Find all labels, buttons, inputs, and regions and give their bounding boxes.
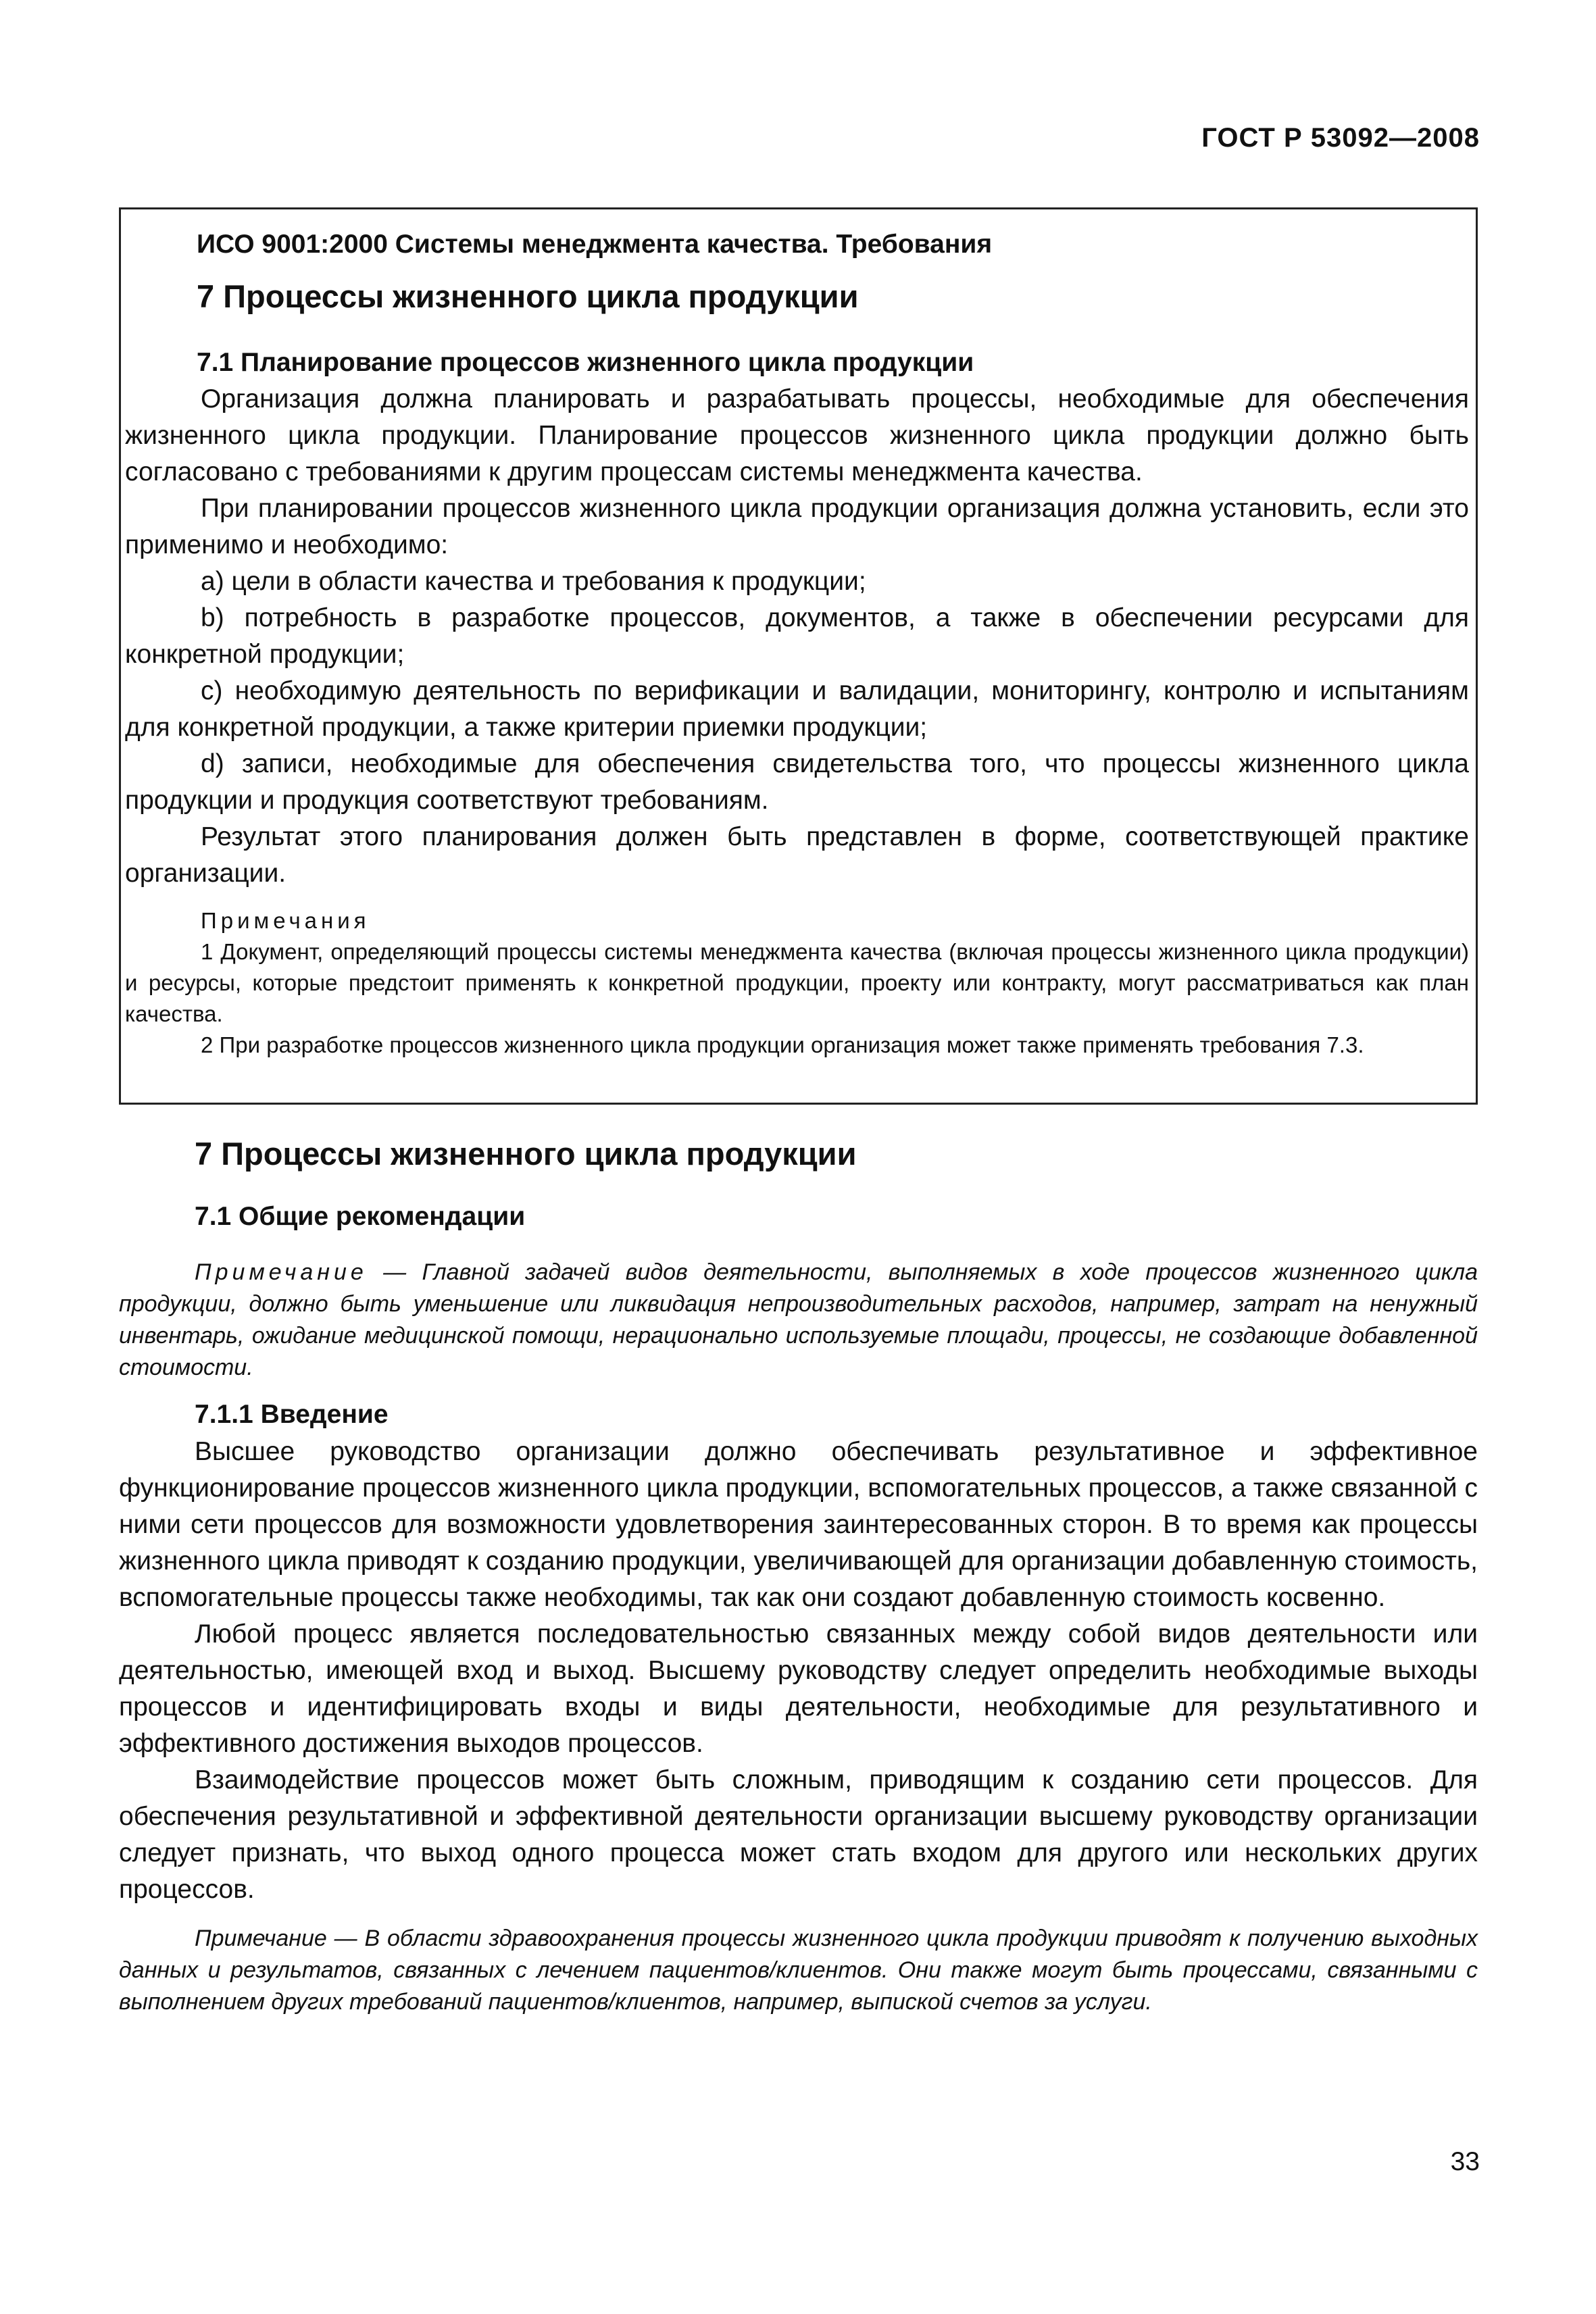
note-label: Примечание <box>195 1259 368 1285</box>
main-paragraph: Высшее руководство организации должно обеспечивать результативное и эффективное функционирование процессов жизненного цикла продукции, вспомогательных процессов, а также связанной с ними сети процессов для возможности удовлетворения заинтересованных сторон. В то время как процессы жизненного цикла приводят к созданию продукции, увеличивающей для организации добавленную стоимость, вспомогательные процессы также необходимы, так как они создают добавленную стоимость косвенно. <box>119 1437 1478 1612</box>
iso-subsection-heading: 7.1 Планирование процессов жизненного цикла продукции <box>197 348 974 377</box>
document-code: ГОСТ Р 53092—2008 <box>1201 123 1480 153</box>
iso-paragraph: Организация должна планировать и разрабатывать процессы, необходимые для обеспечения жизненного цикла продукции. Планирование процессов жизненного цикла продукции должно быть согласовано с требованиями к другим процессам системы менеджмента качества. <box>125 384 1469 486</box>
main-paragraph: Любой процесс является последовательностью связанных между собой видов деятельности или деятельностью, имеющей вход и выход. Высшему руководству следует определить необходимые выходы процессов и идентифицировать входы и виды деятельности, необходимые для результативного и эффективного достижения выходов процессов. <box>119 1619 1478 1758</box>
main-paragraph: Взаимодействие процессов может быть сложным, приводящим к созданию сети процессов. Для обеспечения результативной и эффективной деятельности организации высшему руководству организации следует признать, что выход одного процесса может стать входом для другого или нескольких других процессов. <box>119 1765 1478 1904</box>
iso-note-1: 1 Документ, определяющий процессы системы менеджмента качества (включая процессы жизненного цикла продукции) и ресурсы, которые предстоит применять к конкретной продукции, проекту или контракту, могут рассматриваться как план качества. <box>125 939 1469 1026</box>
note-text: — Главной задачей видов деятельности, выполняемых в ходе процессов жизненного цикла продукции, должно быть уменьшение или ликвидация непроизводительных расходов, например, затрат на ненужный инвентарь, ожидание медицинской помощи, нерационально используемые площади, процессы, не создающие добавленной стоимости. <box>119 1259 1478 1380</box>
main-subsection-heading: 7.1 Общие рекомендации <box>195 1202 526 1231</box>
iso-note-2: 2 При разработке процессов жизненного цикла продукции организация может также применять требования 7.3. <box>201 1032 1364 1057</box>
main-subsubsection-heading: 7.1.1 Введение <box>195 1400 389 1429</box>
iso-notes-heading: Примечания <box>201 908 370 933</box>
iso-quote-box <box>119 207 1478 1105</box>
iso-standard-title: ИСО 9001:2000 Системы менеджмента качества. Требования <box>197 230 993 259</box>
main-note-1 <box>119 1257 1478 1384</box>
iso-section-heading: 7 Процессы жизненного цикла продукции <box>197 278 859 314</box>
iso-list-item-b: b) потребность в разработке процессов, документов, а также в обеспечении ресурсами для конкретной продукции; <box>125 603 1469 669</box>
iso-list-item-d: d) записи, необходимые для обеспечения свидетельства того, что процессы жизненного цикла продукции и продукция соответствуют требованиям. <box>125 749 1469 815</box>
main-content <box>119 1122 1478 2018</box>
iso-paragraph: Результат этого планирования должен быть представлен в форме, соответствующей практике организации. <box>125 822 1469 888</box>
iso-paragraph: При планировании процессов жизненного цикла продукции организация должна установить, если это применимо и необходимо: <box>125 494 1469 559</box>
iso-list-item-c: c) необходимую деятельность по верификации и валидации, мониторингу, контролю и испытаниям для конкретной продукции, а также критерии приемки продукции; <box>125 676 1469 742</box>
main-note-2: Примечание — В области здравоохранения процессы жизненного цикла продукции приводят к получению выходных данных и результатов, связанных с лечением пациентов/клиентов. Они также могут быть процессами, связанными с выполнением других требований пациентов/клиентов, например, выпиской счетов за услуги. <box>119 1926 1478 2015</box>
iso-list-item-a: a) цели в области качества и требования к продукции; <box>201 567 866 596</box>
page-number: 33 <box>1450 2147 1480 2176</box>
main-section-heading: 7 Процессы жизненного цикла продукции <box>195 1136 857 1172</box>
